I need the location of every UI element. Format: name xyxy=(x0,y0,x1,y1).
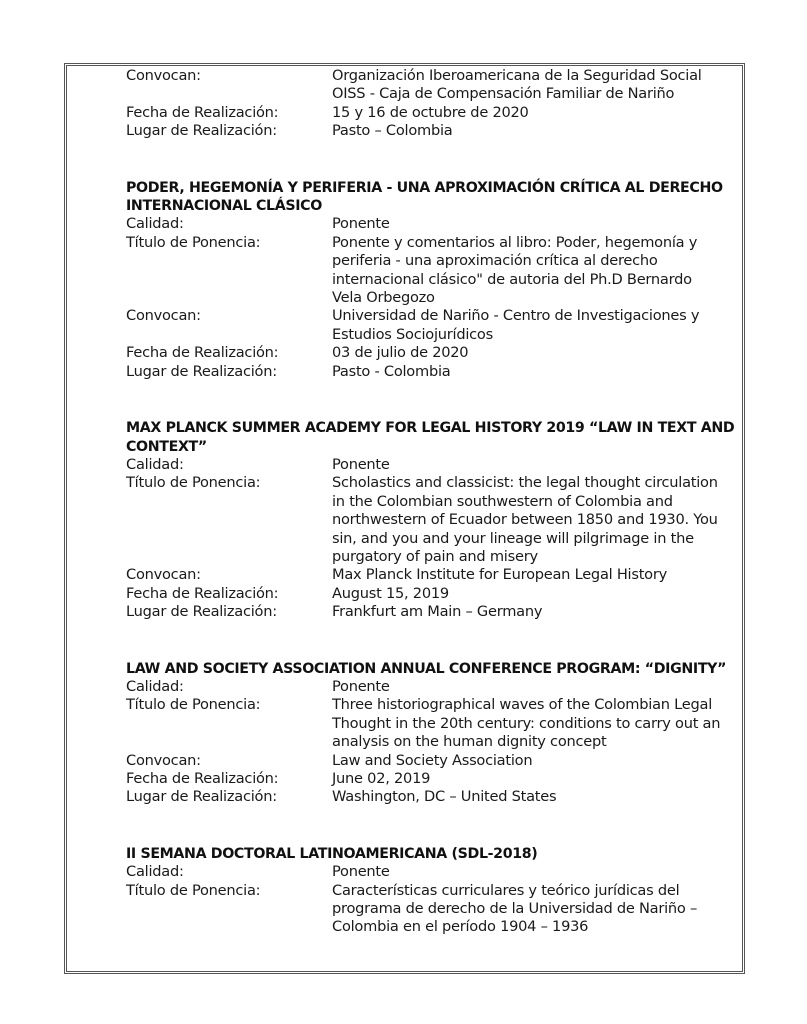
event-section xyxy=(126,179,738,381)
field-value: Washington, DC – United States xyxy=(332,788,557,806)
field-value: programa de derecho de la Universidad de Nariño – xyxy=(332,900,698,918)
field-row xyxy=(126,585,738,603)
field-row xyxy=(126,104,738,122)
event-title-line: LAW AND SOCIETY ASSOCIATION ANNUAL CONFERENCE PROGRAM: “DIGNITY” xyxy=(126,660,727,677)
event-block-continuation xyxy=(126,67,738,141)
field-row xyxy=(126,307,738,325)
field-label: Fecha de Realización: xyxy=(126,584,279,602)
field-value: 03 de julio de 2020 xyxy=(332,344,469,362)
field-row xyxy=(126,344,738,362)
field-value: August 15, 2019 xyxy=(332,584,449,602)
field-row xyxy=(126,918,738,936)
field-label xyxy=(126,530,332,548)
field-value: Ponente y comentarios al libro: Poder, hegemonía y xyxy=(332,233,698,251)
field-label: Lugar de Realización: xyxy=(126,122,277,140)
field-value: Vela Orbegozo xyxy=(332,289,435,307)
field-value: June 02, 2019 xyxy=(332,770,431,787)
field-value: Scholastics and classicist: the legal thought circulation xyxy=(332,474,718,492)
field-label: Título de Ponencia: xyxy=(126,474,261,492)
field-row xyxy=(126,271,738,289)
event-title-line: II SEMANA DOCTORAL LATINOAMERICANA (SDL-2018) xyxy=(126,845,538,862)
event-section xyxy=(126,845,738,937)
field-value: Características curriculares y teórico jurídicas del xyxy=(332,881,680,899)
field-row xyxy=(126,548,738,566)
field-value: analysis on the human dignity concept xyxy=(332,733,607,751)
field-row xyxy=(126,566,738,584)
event-title-line: PODER, HEGEMONÍA Y PERIFERIA - UNA APROXIMACIÓN CRÍTICA AL DERECHO xyxy=(126,179,723,196)
field-label xyxy=(126,918,332,936)
field-value: Ponente xyxy=(332,677,390,695)
field-row xyxy=(126,456,738,474)
field-value: Three historiographical waves of the Colombian Legal xyxy=(332,696,713,714)
field-row xyxy=(126,715,738,733)
field-label: Convocan: xyxy=(126,67,201,84)
field-label: Fecha de Realización: xyxy=(126,770,279,787)
field-label: Fecha de Realización: xyxy=(126,103,279,121)
field-value: Pasto – Colombia xyxy=(332,122,453,140)
field-value: Pasto - Colombia xyxy=(332,362,451,380)
event-title-line: MAX PLANCK SUMMER ACADEMY FOR LEGAL HISTORY 2019 “LAW IN TEXT AND xyxy=(126,420,735,437)
field-label xyxy=(126,326,332,344)
document-body xyxy=(126,67,738,937)
field-row xyxy=(126,752,738,770)
field-row xyxy=(126,122,738,140)
field-value: Ponente xyxy=(332,455,390,473)
field-value: Estudios Sociojurídicos xyxy=(332,325,493,343)
field-label xyxy=(126,85,332,103)
field-value: purgatory of pain and misery xyxy=(332,547,538,565)
field-value: Frankfurt am Main – Germany xyxy=(332,603,543,621)
field-label: Lugar de Realización: xyxy=(126,788,277,806)
field-label: Convocan: xyxy=(126,751,201,769)
field-row xyxy=(126,530,738,548)
field-row xyxy=(126,215,738,233)
field-label: Fecha de Realización: xyxy=(126,344,279,362)
event-title-line: CONTEXT” xyxy=(126,438,207,455)
field-label xyxy=(126,900,332,918)
field-label xyxy=(126,511,332,529)
field-row xyxy=(126,511,738,529)
field-label xyxy=(126,733,332,751)
field-value: internacional clásico" de autoria del Ph.D Bernardo xyxy=(332,270,692,288)
field-label xyxy=(126,271,332,289)
field-row xyxy=(126,67,738,85)
field-row xyxy=(126,678,738,696)
field-label: Título de Ponencia: xyxy=(126,696,261,714)
field-row xyxy=(126,289,738,307)
field-label: Calidad: xyxy=(126,455,184,473)
field-row xyxy=(126,603,738,621)
field-value: OISS - Caja de Compensación Familiar de Nariño xyxy=(332,85,675,103)
field-row xyxy=(126,252,738,270)
field-value: northwestern of Ecuador between 1850 and 1930. You xyxy=(332,511,718,529)
field-value: Ponente xyxy=(332,215,390,233)
field-value: Thought in the 20th century: conditions to carry out an xyxy=(332,714,721,732)
field-row xyxy=(126,882,738,900)
field-row xyxy=(126,900,738,918)
field-label xyxy=(126,493,332,511)
field-row xyxy=(126,474,738,492)
field-row xyxy=(126,770,738,788)
field-label: Título de Ponencia: xyxy=(126,881,261,899)
field-row xyxy=(126,363,738,381)
field-label xyxy=(126,715,332,733)
field-row xyxy=(126,733,738,751)
field-row xyxy=(126,234,738,252)
event-section xyxy=(126,660,738,807)
field-label: Lugar de Realización: xyxy=(126,362,277,380)
field-value: Universidad de Nariño - Centro de Investigaciones y xyxy=(332,307,700,325)
field-label: Calidad: xyxy=(126,215,184,233)
field-value: Ponente xyxy=(332,863,390,881)
field-value: Organización Iberoamericana de la Seguridad Social xyxy=(332,67,702,84)
field-value: periferia - una aproximación crítica al derecho xyxy=(332,252,658,270)
field-row xyxy=(126,85,738,103)
field-label: Calidad: xyxy=(126,863,184,881)
field-value: Law and Society Association xyxy=(332,751,533,769)
field-value: Colombia en el período 1904 – 1936 xyxy=(332,918,589,936)
event-section xyxy=(126,419,738,621)
field-row xyxy=(126,326,738,344)
field-value: in the Colombian southwestern of Colombia and xyxy=(332,492,673,510)
field-value: 15 y 16 de octubre de 2020 xyxy=(332,103,529,121)
field-row xyxy=(126,493,738,511)
field-value: sin, and you and your lineage will pilgrimage in the xyxy=(332,529,694,547)
field-row xyxy=(126,788,738,806)
field-label xyxy=(126,252,332,270)
field-label: Título de Ponencia: xyxy=(126,233,261,251)
field-label: Convocan: xyxy=(126,566,201,584)
field-label xyxy=(126,548,332,566)
field-row xyxy=(126,696,738,714)
field-label: Lugar de Realización: xyxy=(126,603,277,621)
field-row xyxy=(126,863,738,881)
field-value: Max Planck Institute for European Legal History xyxy=(332,566,667,584)
event-title-line: INTERNACIONAL CLÁSICO xyxy=(126,198,322,215)
field-label: Convocan: xyxy=(126,307,201,325)
field-label xyxy=(126,289,332,307)
field-label: Calidad: xyxy=(126,677,184,695)
